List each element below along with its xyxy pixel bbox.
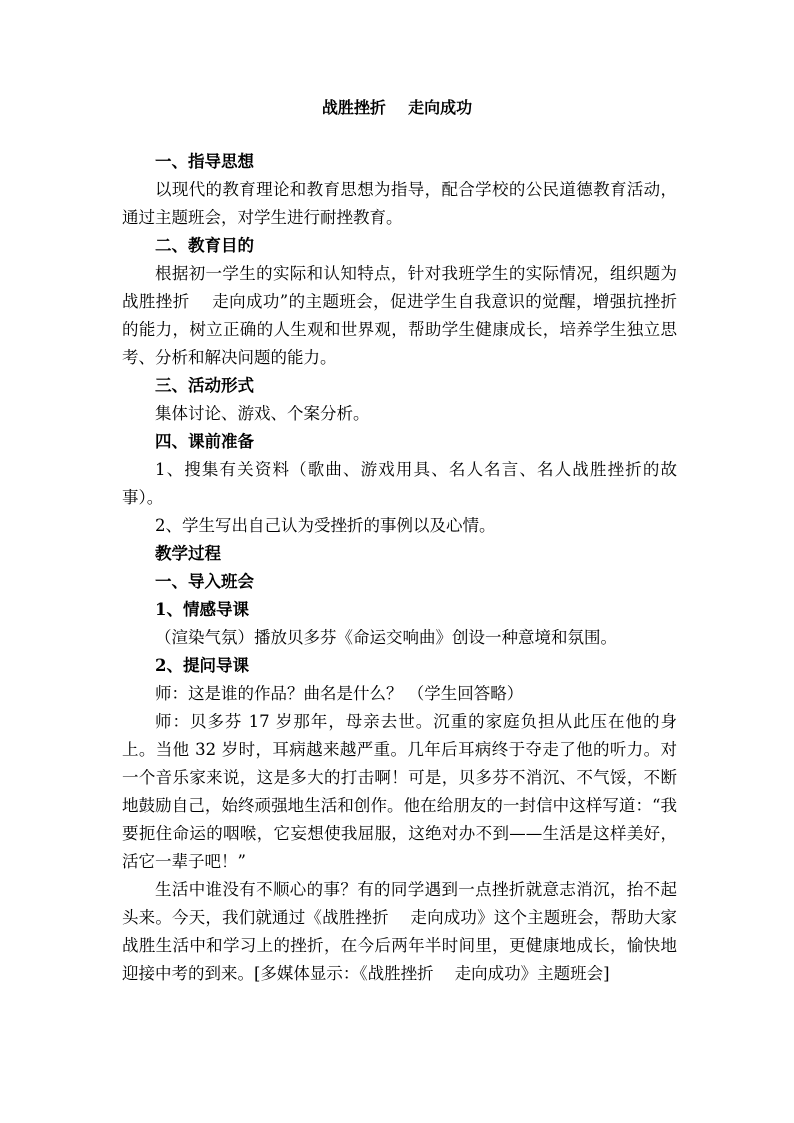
section-heading-education-goal: 二、教育目的 bbox=[155, 236, 254, 255]
paragraph-teacher-question: 师：这是谁的作品？曲名是什么？ （学生回答略） bbox=[155, 684, 524, 703]
paragraph-beethoven-story: 师：贝多芬 17 岁那年，母亲去世。沉重的家庭负担从此压在他的身上。当他 32 岁时，耳病越来越严重。几年后耳病终于夺走了他的听力。对一个音乐家来说，这是多大的打击啊！可是，贝多芬不消沉、不气馁，不断地鼓励自己，始终顽强地生活和创作。他在给朋友的一封信中这样写道：“我要扼住命运的咽喉，它妄想使我屈服，这绝对办不到——生活是这样美好，活它一辈子吧！” bbox=[122, 712, 677, 871]
paragraph-education-goal: 根据初一学生的实际和认知特点，针对我班学生的实际情况，组织题为战胜挫折 走向成功”的主题班会，促进学生自我意识的觉醒，增强抗挫折的能力，树立正确的人生观和世界观，帮助学生健康成长，培养学生独立思考、分析和解决问题的能力。 bbox=[122, 264, 677, 367]
section-heading-teaching-process: 教学过程 bbox=[155, 544, 221, 563]
subheading-question-intro: 2、提问导课 bbox=[155, 656, 249, 675]
section-heading-preparation: 四、课前准备 bbox=[155, 432, 254, 451]
paragraph-emotional-intro: （渲染气氛）播放贝多芬《命运交响曲》创设一种意境和氛围。 bbox=[155, 628, 617, 647]
paragraph-meeting-intro: 生活中谁没有不顺心的事？有的同学遇到一点挫折就意志消沉，抬不起头来。今天，我们就通过《战胜挫折 走向成功》这个主题班会，帮助大家战胜生活中和学习上的挫折，在今后两年半时间里，更健康地成长，愉快地迎接中考的到来。[多媒体显示：《战胜挫折 走向成功》主题班会] bbox=[122, 880, 677, 983]
section-heading-activity-form: 三、活动形式 bbox=[155, 376, 254, 395]
list-item-preparation-2: 2、学生写出自己认为受挫折的事例以及心情。 bbox=[155, 516, 496, 535]
subheading-emotional-intro: 1、情感导课 bbox=[155, 600, 249, 619]
section-heading-introduction: 一、导入班会 bbox=[155, 572, 254, 591]
document-title: 战胜挫折 走向成功 bbox=[321, 98, 473, 117]
paragraph-guiding-idea: 以现代的教育理论和教育思想为指导，配合学校的公民道德教育活动，通过主题班会，对学生进行耐挫教育。 bbox=[122, 180, 677, 227]
document-body bbox=[122, 148, 677, 988]
list-item-preparation-1: 1、搜集有关资料（歌曲、游戏用具、名人名言、名人战胜挫折的故事）。 bbox=[122, 460, 677, 507]
paragraph-activity-form: 集体讨论、游戏、个案分析。 bbox=[155, 404, 370, 423]
section-heading-guiding-idea: 一、指导思想 bbox=[155, 152, 254, 171]
